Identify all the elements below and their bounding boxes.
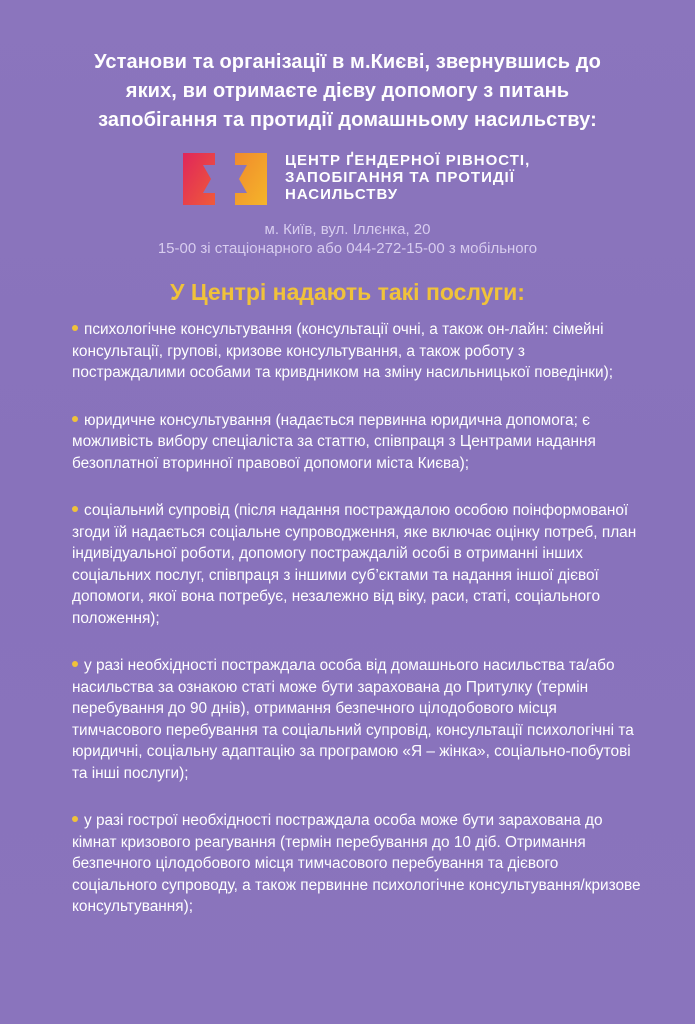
center-address: м. Київ, вул. Іллєнка, 20 [264, 221, 431, 238]
center-name-line-3: НАСИЛЬСТВУ [285, 186, 399, 203]
service-item [72, 655, 642, 784]
service-item [72, 319, 642, 384]
service-text: соціальний супровід (після надання постраждалою особою поінформованої згоди їй надається соціальне супроводження, яке включає оцінку потреб, план індивідуальної роботи, допомогу постраждалій особі в отриманні інших соціальних послуг, співпраця з іншими суб’єктами та надання іншої дієвої допомоги, якої вона потребує, незалежно від віку, раси, статі, соціального положення); [72, 502, 637, 627]
bullet-dot-icon [72, 416, 78, 422]
center-name [285, 152, 555, 203]
services-title: У Центрі надають такі послуги: [170, 279, 525, 305]
service-text: у разі необхідності постраждала особа від домашнього насильства та/або насильства за ознакою статі може бути зарахована до Притулку (термін перебування до 90 днів), отримання безпечного цілодобового місця тимчасового перебування та соціальний супровід, консультації психологічні та юридичні, соціальну адаптацію за програмою «Я – жінка», соціально-побутові та інші послуги); [72, 657, 634, 782]
center-phones: 15-00 зі стаціонарного або 044-272-15-00 з мобільного [157, 240, 538, 257]
flyer-heading [60, 48, 635, 135]
brackets-logo-icon [181, 151, 271, 207]
heading-line-1: Установи та організації в м.Києві, звернувшись до [94, 51, 601, 73]
bullet-dot-icon [72, 506, 78, 512]
service-item [72, 810, 642, 918]
heading-line-3: запобігання та протидії домашньому насильству: [98, 109, 597, 131]
heading-line-2: яких, ви отримаєте дієву допомогу з питань [125, 80, 570, 102]
service-item [72, 410, 642, 475]
services-list [72, 319, 642, 944]
center-name-line-1: ЦЕНТР ҐЕНДЕРНОЇ РІВНОСТІ, [285, 152, 531, 169]
service-text: юридичне консультування (надається первинна юридична допомога; є можливість вибору спеціаліста за статтю, співпраця з Центрами надання безоплатної вторинної правової допомоги міста Києва); [72, 411, 596, 472]
bullet-dot-icon [72, 325, 78, 331]
service-text: психологічне консультування (консультації очні, а також он-лайн: сімейні консультації, групові, кризове консультування, а також роботу з постраждалими особами та кривдником на зміну насильницької поведінки); [72, 321, 614, 381]
center-logo [181, 151, 541, 207]
bullet-dot-icon [72, 816, 78, 822]
service-item [72, 500, 642, 629]
service-text: у разі гострої необхідності постраждала особа може бути зарахована до кімнат кризового реагування (термін перебування до 10 діб. Отримання безпечного цілодобового місця тимчасового перебування та дієвого соціального супроводу, а також первинне психологічне консультування/кризове консультування); [72, 812, 641, 915]
bullet-dot-icon [72, 661, 78, 667]
center-name-line-2: ЗАПОБІГАННЯ ТА ПРОТИДІЇ [285, 169, 515, 186]
